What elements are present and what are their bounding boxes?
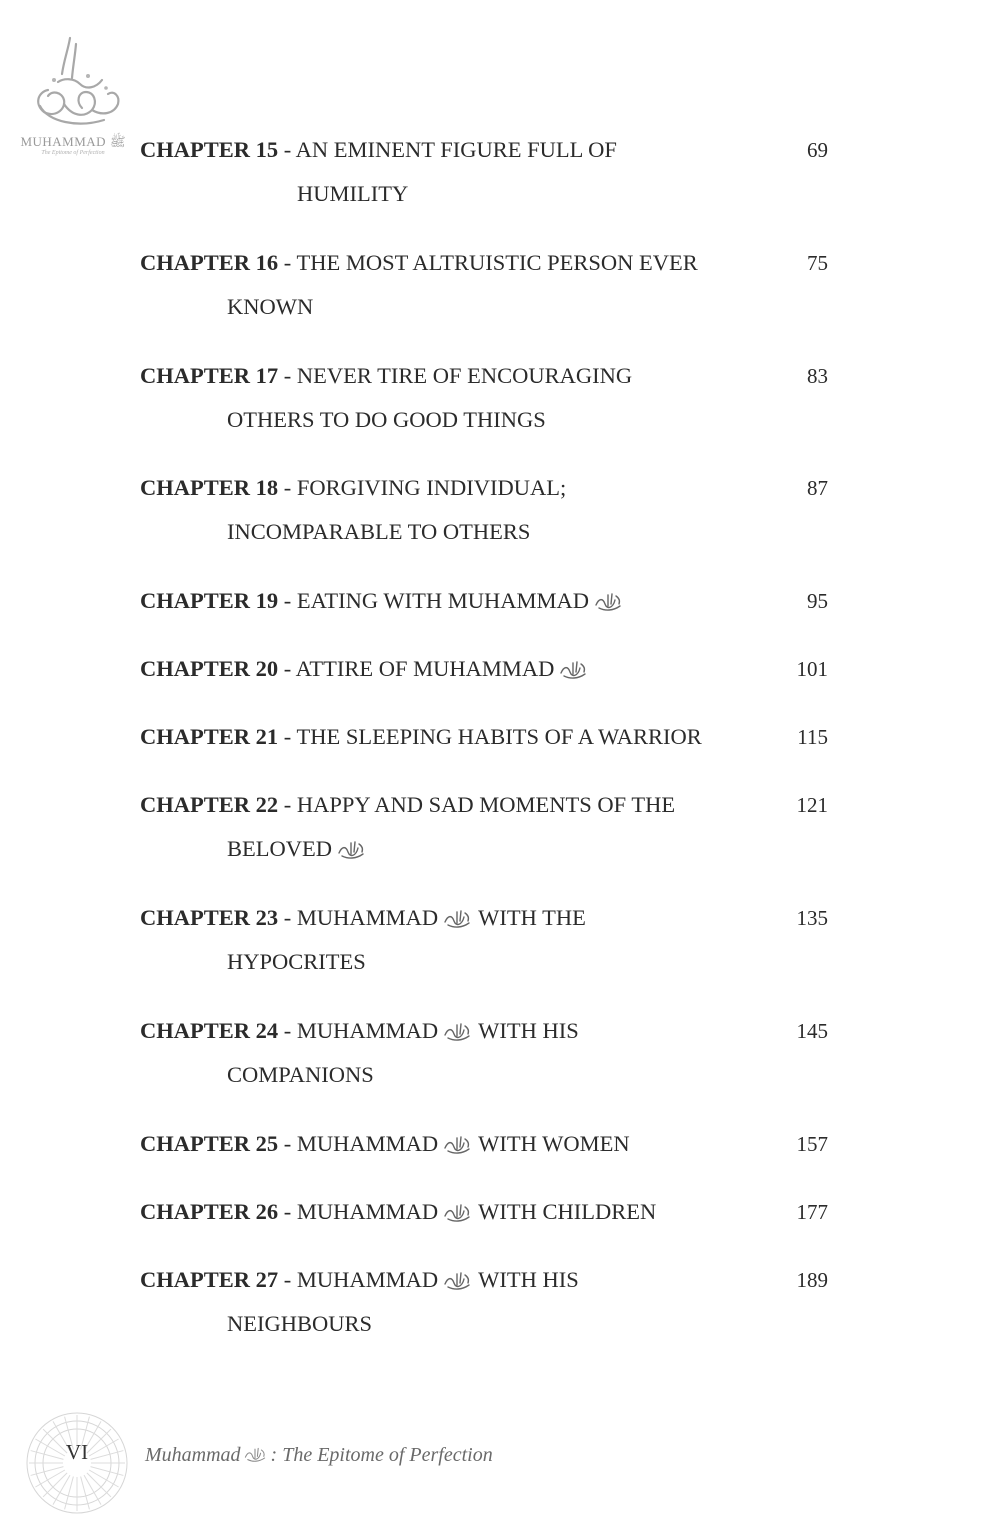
chapter-title: THE SLEEPING HABITS OF A WARRIOR: [296, 724, 702, 749]
chapter-title: MUHAMMAD: [296, 905, 439, 930]
salawat-seal-icon: [243, 1445, 267, 1463]
chapter-title-wrap: HYPOCRITES: [227, 949, 366, 974]
toc-entry[interactable]: [140, 1122, 840, 1166]
salawat-seal-icon: [558, 658, 588, 680]
chapter-title-line2: [140, 827, 840, 871]
toc-entry-line: [140, 1122, 840, 1166]
chapter-number: CHAPTER 21: [140, 724, 279, 749]
chapter-title-wrap: NEIGHBOURS: [227, 1311, 373, 1336]
toc-entry-line: [140, 1190, 840, 1234]
chapter-title-line2: [140, 1302, 840, 1346]
chapter-separator: -: [278, 250, 297, 275]
chapter-title: MUHAMMAD: [296, 1199, 439, 1224]
logo-subtitle: The Epitome of Perfection: [41, 150, 105, 156]
chapter-title-wrap: OTHERS TO DO GOOD THINGS: [227, 407, 546, 432]
chapter-page-number: 189: [796, 1268, 828, 1292]
toc-entry[interactable]: [140, 896, 840, 984]
chapter-separator: -: [278, 792, 297, 817]
salawat-seal-icon: [442, 907, 472, 929]
chapter-separator: -: [278, 588, 297, 613]
chapter-title: FORGIVING INDIVIDUAL;: [296, 475, 567, 500]
book-logo: [18, 30, 128, 170]
chapter-page-number: 121: [796, 793, 828, 817]
chapter-separator: -: [278, 137, 296, 162]
chapter-separator: -: [278, 1018, 297, 1043]
chapter-number: CHAPTER 15: [140, 137, 279, 162]
chapter-title-wrap: INCOMPARABLE TO OTHERS: [227, 519, 531, 544]
toc-entry-line: [140, 354, 840, 398]
chapter-title-line2: [140, 172, 840, 216]
chapter-number: CHAPTER 17: [140, 363, 279, 388]
toc-entry-line: [140, 715, 840, 759]
chapter-separator: -: [278, 724, 297, 749]
toc-entry[interactable]: [140, 1009, 840, 1097]
chapter-number: CHAPTER 26: [140, 1199, 279, 1224]
salawat-seal-icon: [442, 1201, 472, 1223]
chapter-number: CHAPTER 25: [140, 1131, 279, 1156]
chapter-title-line2: [140, 510, 840, 554]
chapter-title-continued: WITH CHILDREN: [478, 1199, 657, 1224]
page-number: VI: [65, 1440, 89, 1464]
salawat-seal-icon: [442, 1020, 472, 1042]
chapter-title-wrap: HUMILITY: [297, 181, 409, 206]
chapter-title-continued: WITH WOMEN: [478, 1131, 630, 1156]
chapter-page-number: 75: [807, 251, 828, 275]
chapter-title-line2: [140, 1053, 840, 1097]
chapter-separator: -: [278, 1267, 297, 1292]
chapter-separator: -: [278, 905, 297, 930]
toc-entry-line: [140, 579, 840, 623]
toc-entry-line: [140, 1009, 840, 1053]
chapter-number: CHAPTER 19: [140, 588, 279, 613]
chapter-title: AN EMINENT FIGURE FULL OF: [295, 137, 617, 162]
chapter-page-number: 115: [797, 725, 828, 749]
toc-entry-line: [140, 647, 840, 691]
chapter-title: HAPPY AND SAD MOMENTS OF THE: [296, 792, 676, 817]
running-head-title: : The Epitome of Perfection: [270, 1444, 493, 1466]
chapter-page-number: 101: [796, 657, 828, 681]
chapter-title-continued: WITH THE: [478, 905, 586, 930]
chapter-title: ATTIRE OF MUHAMMAD: [295, 656, 555, 681]
toc-entry-line: [140, 783, 840, 827]
chapter-number: CHAPTER 22: [140, 792, 279, 817]
chapter-number: CHAPTER 18: [140, 475, 279, 500]
chapter-title: MUHAMMAD: [296, 1267, 439, 1292]
chapter-separator: -: [278, 363, 297, 388]
toc-entry[interactable]: [140, 783, 840, 871]
chapter-page-number: 87: [807, 476, 828, 500]
chapter-page-number: 145: [796, 1019, 828, 1043]
chapter-title-wrap: COMPANIONS: [227, 1062, 374, 1087]
chapter-page-number: 69: [807, 138, 828, 162]
chapter-title-line2: [140, 285, 840, 329]
toc-entry-line: [140, 896, 840, 940]
salawat-seal-icon: [336, 838, 366, 860]
chapter-title-continued: WITH HIS: [478, 1267, 579, 1292]
chapter-title-wrap: BELOVED: [227, 836, 332, 861]
chapter-title-continued: WITH HIS: [478, 1018, 579, 1043]
chapter-title-wrap: KNOWN: [227, 294, 314, 319]
running-head-name: Muhammad: [145, 1444, 241, 1466]
toc-entry-line: [140, 241, 840, 285]
salawat-seal-icon: [442, 1269, 472, 1291]
chapter-page-number: 83: [807, 364, 828, 388]
toc-entry-line: [140, 128, 840, 172]
chapter-number: CHAPTER 16: [140, 250, 279, 275]
chapter-page-number: 157: [796, 1132, 828, 1156]
toc-entry[interactable]: [140, 128, 840, 216]
chapter-title: EATING WITH MUHAMMAD: [296, 588, 589, 613]
toc-entry[interactable]: [140, 715, 840, 759]
arabic-calligraphy-logo-icon: [18, 30, 128, 130]
chapter-title-line2: [140, 398, 840, 442]
toc-entry[interactable]: [140, 579, 840, 623]
toc-entry-line: [140, 1258, 840, 1302]
chapter-title: MUHAMMAD: [296, 1018, 439, 1043]
chapter-separator: -: [278, 1131, 297, 1156]
toc-entry[interactable]: [140, 1190, 840, 1234]
toc-entry[interactable]: [140, 647, 840, 691]
salawat-seal-icon: [442, 1133, 472, 1155]
chapter-number: CHAPTER 27: [140, 1267, 279, 1292]
chapter-separator: -: [278, 1199, 297, 1224]
chapter-title-line2: [140, 940, 840, 984]
toc-entry[interactable]: [140, 1258, 840, 1346]
chapter-separator: -: [278, 656, 296, 681]
toc-entry[interactable]: [140, 241, 840, 329]
chapter-title: THE MOST ALTRUISTIC PERSON EVER: [296, 250, 698, 275]
toc-entry[interactable]: [140, 466, 840, 554]
chapter-title: MUHAMMAD: [296, 1131, 439, 1156]
chapter-page-number: 95: [807, 589, 828, 613]
running-head: [145, 1444, 493, 1467]
chapter-number: CHAPTER 24: [140, 1018, 279, 1043]
toc-entry-line: [140, 466, 840, 510]
chapter-title: NEVER TIRE OF ENCOURAGING: [296, 363, 633, 388]
chapter-page-number: 135: [796, 906, 828, 930]
chapter-number: CHAPTER 23: [140, 905, 279, 930]
chapter-page-number: 177: [796, 1200, 828, 1224]
salawat-seal-icon: [593, 590, 623, 612]
chapter-number: CHAPTER 20: [140, 656, 279, 681]
logo-name: MUHAMMAD ﷺ: [20, 134, 126, 149]
page-footer: [0, 1400, 1006, 1520]
toc-entry[interactable]: [140, 354, 840, 442]
chapter-separator: -: [278, 475, 297, 500]
